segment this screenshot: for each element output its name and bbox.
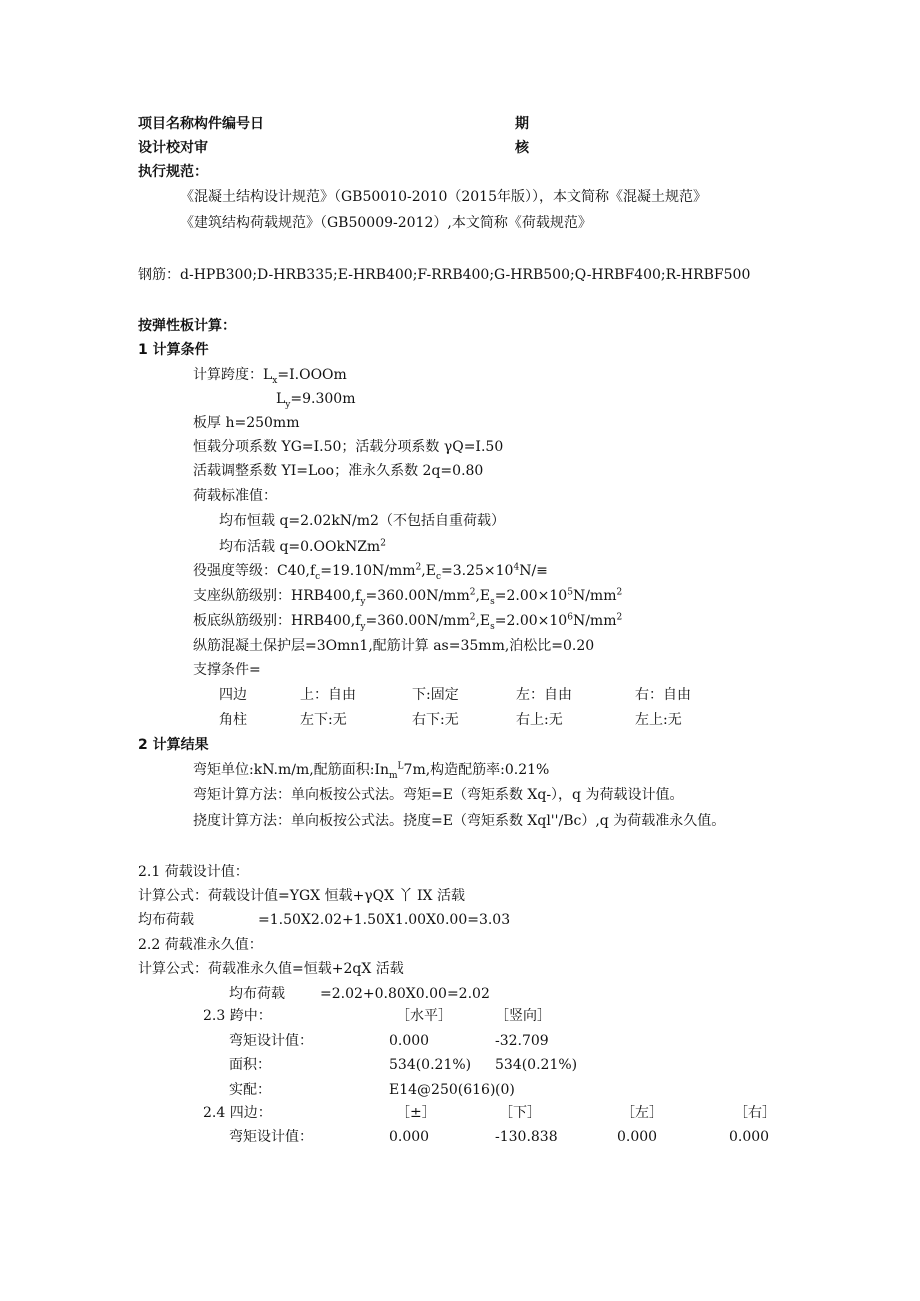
live-load-text: 均布活载 q=0.OOkNZm <box>219 539 381 555</box>
sec24-cell: 0.000 <box>389 1129 430 1145</box>
edge-cell: 上：自由 <box>300 687 356 703</box>
concrete-a: 役强度等级：C40,f <box>193 563 316 579</box>
sec23-header: ［水平］ <box>396 1008 452 1024</box>
section-1-title: 1 计算条件 <box>138 342 209 358</box>
sec21-row-value: =1.50X2.02+1.50X1.00X0.00=3.03 <box>258 912 511 928</box>
support-sub1: y <box>360 596 366 607</box>
units-a: 弯矩单位:kN.m∕m,配筋面积:In <box>193 762 389 778</box>
support-d: =2.00×10 <box>494 588 568 604</box>
thickness-line: 板厚 h=250mm <box>193 415 300 431</box>
sec22-formula: 计算公式：荷载准永久值=恒载+2qX 活载 <box>138 961 404 977</box>
sec23-header: ［竖向］ <box>495 1008 551 1024</box>
bottom-sub1: y <box>360 621 366 632</box>
sec23-cell: E14@250(616) <box>389 1082 496 1098</box>
support-e: N∕mm <box>572 588 617 604</box>
load-std-title: 荷载标准值： <box>193 488 277 504</box>
concrete-line <box>193 561 548 581</box>
sec24-row-label: 弯矩设计值： <box>229 1129 313 1145</box>
dead-load-line: 均布恒载 q=2.02kN∕m2（不包括自重荷载） <box>219 513 505 529</box>
sec23-row-label: 实配： <box>229 1082 271 1098</box>
support-a: 支座纵筋级别：HRB400,f <box>193 588 361 604</box>
edge-cell: 左：自由 <box>516 687 572 703</box>
bottom-sup3: 2 <box>616 612 623 623</box>
span-label: 计算跨度：L <box>193 367 273 383</box>
corner-cell: 右上:无 <box>516 712 563 728</box>
span-lx-line <box>193 365 347 385</box>
sec24-header: ［右］ <box>734 1105 776 1121</box>
code-line-load: 《建筑结构荷载规范》（GB50009-2012）,本文简称《荷载规范》 <box>180 215 592 231</box>
live-load-sup: 2 <box>380 538 386 549</box>
sec23-cell: 534(0.21%) <box>495 1057 578 1073</box>
units-b: 7m,构造配筋率:0.21% <box>403 762 550 778</box>
lx-value: =I.OOOm <box>277 367 347 383</box>
header-design-label: 设计校对审 <box>138 140 208 156</box>
corner-cell: 左下:无 <box>300 712 347 728</box>
sec24-title: 2.4 四边： <box>203 1105 272 1121</box>
sec23-title: 2.3 跨中： <box>203 1008 272 1024</box>
bottom-rebar-line <box>193 611 622 631</box>
sec22-row-value: =2.02+0.80X0.00=2.02 <box>320 986 490 1002</box>
support-cond-title: 支撑条件= <box>193 662 261 678</box>
sec23-cell: (0) <box>495 1082 515 1098</box>
sec21-row-label: 均布荷载 <box>138 912 194 928</box>
units-sub: m <box>389 770 398 781</box>
support-sup3: 2 <box>616 587 623 598</box>
ly-label: L <box>276 391 286 407</box>
support-sup1: 2 <box>469 587 476 598</box>
concrete-c: ,E <box>421 563 436 579</box>
bottom-b: =360.00N∕mm <box>365 613 470 629</box>
method-title: 按弹性板计算： <box>138 318 236 334</box>
corner-cell: 左上:无 <box>635 712 682 728</box>
support-rebar-line <box>193 586 622 606</box>
edge-cell: 四边 <box>219 687 247 703</box>
sec23-row-label: 面积： <box>229 1057 271 1073</box>
sec24-cell: 0.000 <box>617 1129 658 1145</box>
bottom-sup1: 2 <box>469 612 476 623</box>
corner-cell: 右下:无 <box>412 712 459 728</box>
sec24-cell: -130.838 <box>495 1129 558 1145</box>
bottom-sub2: s <box>490 621 495 632</box>
support-c: ,E <box>475 588 491 604</box>
sec24-header: ［下］ <box>499 1105 541 1121</box>
lx-subscript: x <box>272 375 278 386</box>
sec22-row-label: 均布荷载 <box>229 986 285 1002</box>
support-sup2: 5 <box>567 587 573 598</box>
sec24-cell: 0.000 <box>729 1129 770 1145</box>
sec24-header: ［左］ <box>621 1105 663 1121</box>
units-line <box>193 760 549 780</box>
sec21-title: 2.1 荷载设计值： <box>138 864 249 880</box>
bottom-e: N∕mm <box>572 613 617 629</box>
section-2-title: 2 计算结果 <box>138 737 209 753</box>
code-line-concrete: 《混凝土结构设计规范》（GB50010-2010（2015年版）），本文简称《混凝土规范》 <box>180 189 707 205</box>
moment-method-line: 弯矩计算方法：单向板按公式法。弯矩=E（弯矩系数 Xq-），q 为荷载设计值。 <box>193 787 684 803</box>
concrete-sup1: 2 <box>415 562 422 573</box>
concrete-e: N∕≡ <box>519 563 548 579</box>
concrete-sup2: 4 <box>513 562 520 573</box>
bottom-c: ,E <box>475 613 491 629</box>
bottom-d: =2.00×10 <box>494 613 568 629</box>
deflection-method-line: 挠度计算方法：单向板按公式法。挠度=E（弯矩系数 Xql''∕Bc）,q 为荷载准永久值。 <box>193 813 726 829</box>
ly-subscript: y <box>285 399 291 410</box>
edge-cell: 下:固定 <box>412 687 459 703</box>
sec23-row-label: 弯矩设计值： <box>229 1033 313 1049</box>
header-project-label: 项目名称构件编号日 <box>138 116 264 132</box>
sec21-formula: 计算公式：荷载设计值=YGX 恒载+γQX 丫 IX 活载 <box>138 888 465 904</box>
cover-line: 纵筋混凝土保护层=3Omn1,配筋计算 as=35mm,泊松比=0.20 <box>193 638 595 654</box>
sec22-title: 2.2 荷载准永久值： <box>138 937 263 953</box>
concrete-d: =3.25×10 <box>441 563 514 579</box>
factors-line: 恒载分项系数 YG=I.50；活载分项系数 γQ=I.50 <box>193 439 504 455</box>
header-date-label: 期 <box>515 116 529 132</box>
concrete-sub2: c <box>435 571 441 582</box>
header-review-label: 核 <box>515 140 529 156</box>
span-ly-line <box>276 389 355 409</box>
units-sup: L <box>397 761 404 772</box>
sec23-cell: 534(0.21%) <box>389 1057 472 1073</box>
bottom-sup2: 6 <box>567 612 573 623</box>
bottom-a: 板底纵筋级别：HRB400,f <box>193 613 361 629</box>
live-load-line <box>219 537 386 557</box>
sec23-cell: 0.000 <box>389 1033 430 1049</box>
edge-cell: 右：自由 <box>635 687 691 703</box>
sec24-header: ［±］ <box>396 1105 436 1121</box>
codes-title: 执行规范： <box>138 164 208 180</box>
support-b: =360.00N∕mm <box>365 588 470 604</box>
sec23-cell: -32.709 <box>495 1033 549 1049</box>
rebar-grades-line: 钢筋：d-HPB300;D-HRB335;E-HRB400;F-RRB400;G-HRB500;Q-HRBF400;R-HRBF500 <box>138 267 751 283</box>
adjust-line: 活载调整系数 YI=Loo；准永久系数 2q=0.80 <box>193 463 484 479</box>
corner-cell: 角柱 <box>219 712 247 728</box>
concrete-b: =19.10N∕mm <box>320 563 416 579</box>
concrete-sub1: c <box>315 571 321 582</box>
support-sub2: s <box>490 596 495 607</box>
ly-value: =9.300m <box>290 391 356 407</box>
